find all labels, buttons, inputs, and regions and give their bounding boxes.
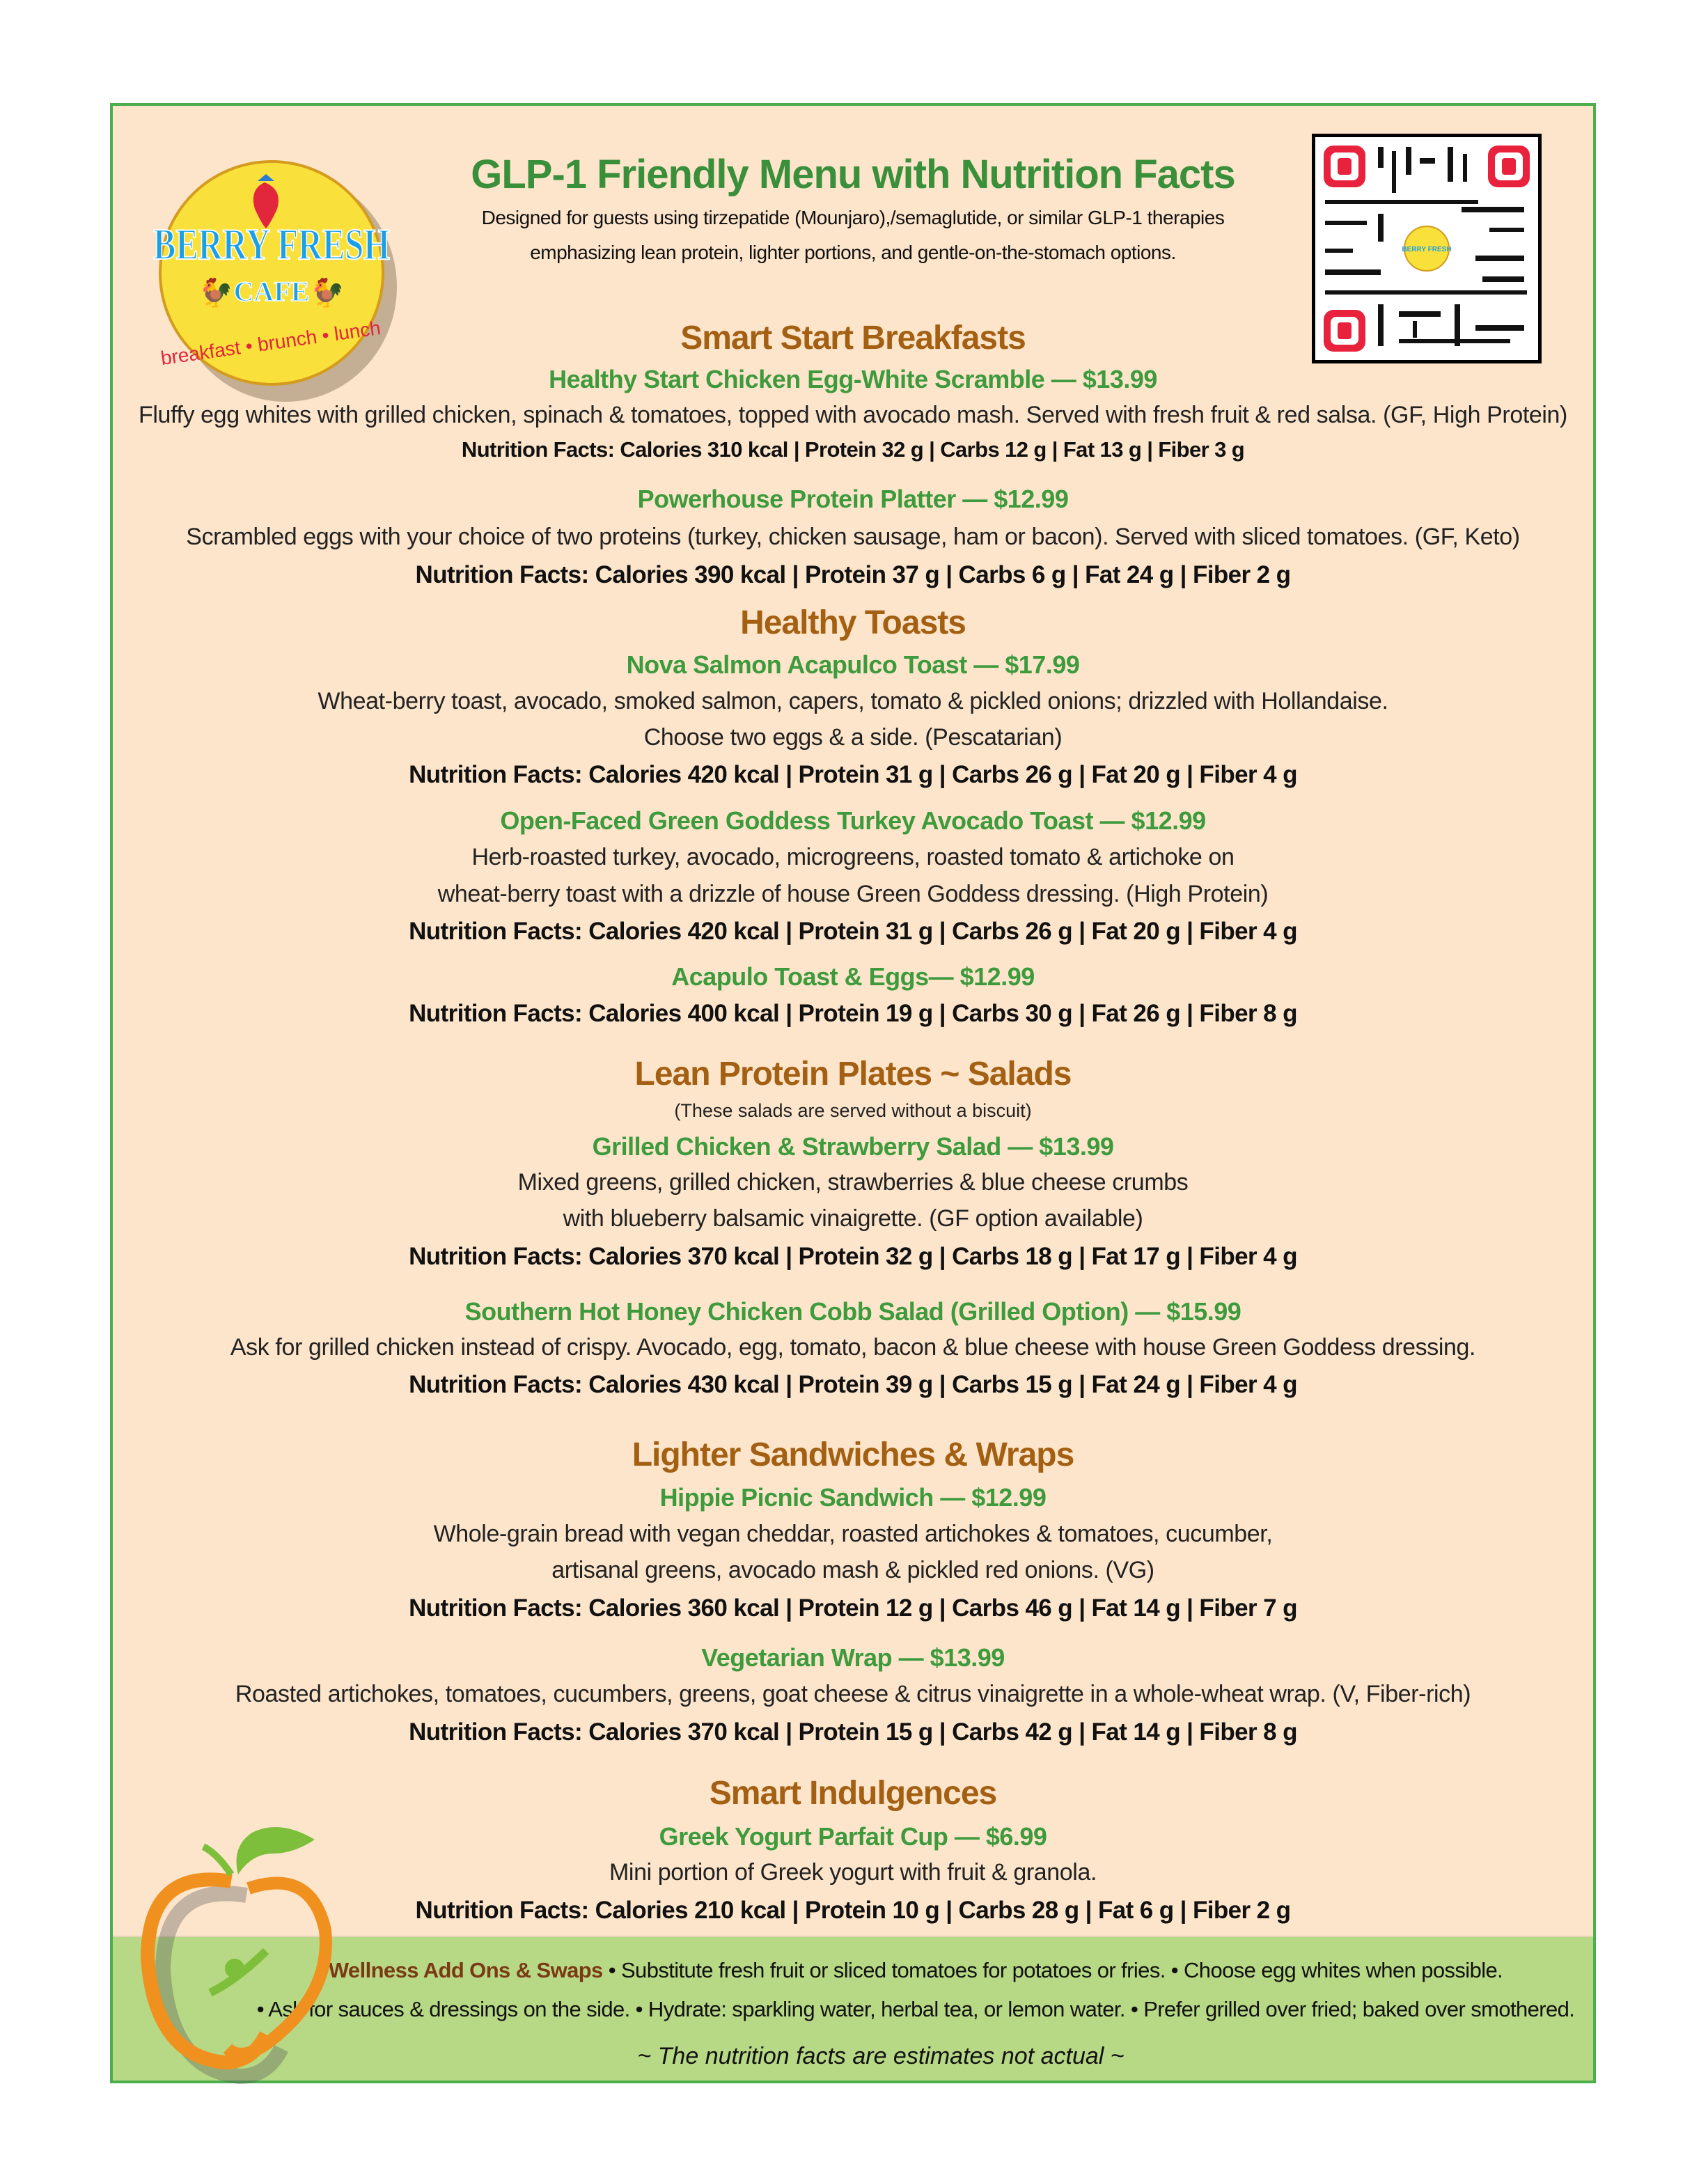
- menu-page: [110, 103, 1596, 2083]
- subtitle-line-2: emphasizing lean protein, lighter portions, and gentle-on-the-stomach options.: [530, 242, 1176, 263]
- nutrition-facts: Nutrition Facts: Calories 400 kcal | Protein 19 g | Carbs 30 g | Fat 26 g | Fiber 8 g: [409, 1000, 1297, 1027]
- nutrition-facts: Nutrition Facts: Calories 310 kcal | Protein 32 g | Carbs 12 g | Fat 13 g | Fiber 3 g: [461, 437, 1245, 462]
- qr-center-text: BERRY FRESH: [1402, 246, 1452, 253]
- menu-item-name: Greek Yogurt Parfait Cup — $6.99: [659, 1822, 1047, 1851]
- menu-item-desc: artisanal greens, avocado mash & pickled red onions. (VG): [551, 1557, 1154, 1583]
- nutrition-facts: Nutrition Facts: Calories 370 kcal | Protein 32 g | Carbs 18 g | Fat 17 g | Fiber 4 g: [409, 1243, 1297, 1270]
- nutrition-facts: Nutrition Facts: Calories 360 kcal | Protein 12 g | Carbs 46 g | Fat 14 g | Fiber 7 g: [409, 1595, 1297, 1622]
- nutrition-facts: Nutrition Facts: Calories 210 kcal | Protein 10 g | Carbs 28 g | Fat 6 g | Fiber 2 g: [415, 1897, 1291, 1924]
- svg-text:🐓: 🐓: [310, 278, 345, 308]
- menu-item-name: Grilled Chicken & Strawberry Salad — $13.99: [592, 1132, 1114, 1161]
- section-title: Smart Indulgences: [709, 1775, 997, 1812]
- menu-item-name: Powerhouse Protein Platter — $12.99: [637, 485, 1069, 513]
- section-title: Smart Start Breakfasts: [680, 320, 1026, 357]
- page-title: GLP-1 Friendly Menu with Nutrition Facts: [471, 152, 1235, 197]
- section-title: Lean Protein Plates ~ Salads: [634, 1056, 1072, 1092]
- wellness-line-2: • Ask for sauces & dressings on the side. • Hydrate: sparkling water, herbal tea, or lemon water. • Prefer grilled over fried; baked over smothered.: [256, 1997, 1575, 2021]
- nutrition-facts: Nutrition Facts: Calories 430 kcal | Protein 39 g | Carbs 15 g | Fat 24 g | Fiber 4 g: [409, 1371, 1297, 1398]
- svg-text:🐓: 🐓: [198, 278, 233, 308]
- menu-item-desc: Whole-grain bread with vegan cheddar, roasted artichokes & tomatoes, cucumber,: [433, 1521, 1273, 1547]
- menu-item-name: Nova Salmon Acapulco Toast — $17.99: [626, 650, 1080, 679]
- menu-item-desc: Mixed greens, grilled chicken, strawberries & blue cheese crumbs: [517, 1169, 1189, 1196]
- nutrition-facts: Nutrition Facts: Calories 390 kcal | Protein 37 g | Carbs 6 g | Fat 24 g | Fiber 2 g: [415, 561, 1291, 588]
- menu-item-name: Acapulo Toast & Eggs— $12.99: [671, 962, 1035, 991]
- section-note: (These salads are served without a biscuit): [674, 1100, 1032, 1121]
- subtitle-line-1: Designed for guests using tirzepatide (Mounjaro),/semaglutide, or similar GLP-1 therapies: [481, 207, 1225, 228]
- nutrition-facts: Nutrition Facts: Calories 420 kcal | Protein 31 g | Carbs 26 g | Fat 20 g | Fiber 4 g: [409, 918, 1297, 945]
- wellness-tips: • Substitute fresh fruit or sliced tomatoes for potatoes or fries. • Choose egg whites when possible.: [602, 1958, 1503, 1982]
- menu-item-name: Southern Hot Honey Chicken Cobb Salad (Grilled Option) — $15.99: [464, 1297, 1241, 1326]
- menu-item-desc: with blueberry balsamic vinaigrette. (GF option available): [563, 1205, 1143, 1232]
- menu-item-desc: Roasted artichokes, tomatoes, cucumbers, greens, goat cheese & citrus vinaigrette in a whole-wheat wrap. (V, Fiber-rich): [235, 1681, 1471, 1707]
- disclaimer: ~ The nutrition facts are estimates not actual ~: [637, 2043, 1125, 2069]
- menu-item-desc: Wheat-berry toast, avocado, smoked salmon, capers, tomato & pickled onions; drizzled with Hollandaise.: [318, 688, 1388, 714]
- section-title: Healthy Toasts: [740, 604, 966, 641]
- menu-item-desc: Mini portion of Greek yogurt with fruit & granola.: [609, 1859, 1097, 1886]
- svg-text:BERRY FRESH: BERRY FRESH: [153, 219, 390, 269]
- section-title: Lighter Sandwiches & Wraps: [632, 1436, 1074, 1473]
- menu-item-name: Healthy Start Chicken Egg-White Scramble — $13.99: [549, 365, 1157, 393]
- nutrition-facts: Nutrition Facts: Calories 370 kcal | Protein 15 g | Carbs 42 g | Fat 14 g | Fiber 8 g: [409, 1718, 1297, 1746]
- menu-item-desc: wheat-berry toast with a drizzle of house Green Goddess dressing. (High Protein): [437, 881, 1269, 907]
- menu-item-desc: Choose two eggs & a side. (Pescatarian): [643, 724, 1063, 751]
- nutrition-facts: Nutrition Facts: Calories 420 kcal | Protein 31 g | Carbs 26 g | Fat 20 g | Fiber 4 g: [409, 761, 1297, 788]
- svg-text:breakfast • brunch • lunch: breakfast • brunch • lunch: [159, 317, 382, 370]
- menu-item-desc: Herb-roasted turkey, avocado, microgreens, roasted tomato & artichoke on: [471, 844, 1235, 870]
- menu-item-desc: Scrambled eggs with your choice of two proteins (turkey, chicken sausage, ham or bacon). Served with sliced tomatoes. (GF, Keto): [186, 524, 1520, 550]
- svg-text:CAFE: CAFE: [233, 276, 310, 307]
- menu-item-name: Open-Faced Green Goddess Turkey Avocado Toast — $12.99: [500, 806, 1206, 835]
- menu-item-desc: Ask for grilled chicken instead of crispy. Avocado, egg, tomato, bacon & blue cheese with house Green Goddess dressing.: [230, 1334, 1476, 1361]
- apple-wellness-icon: [127, 1791, 377, 2083]
- menu-item-name: Hippie Picnic Sandwich — $12.99: [659, 1483, 1047, 1512]
- menu-item-desc: Fluffy egg whites with grilled chicken, spinach & tomatoes, topped with avocado mash. Served with fresh fruit & red salsa. (GF, High Protein): [139, 402, 1567, 428]
- wellness-label: Wellness Add Ons & Swaps: [328, 1958, 603, 1982]
- menu-item-name: Vegetarian Wrap — $13.99: [701, 1643, 1005, 1672]
